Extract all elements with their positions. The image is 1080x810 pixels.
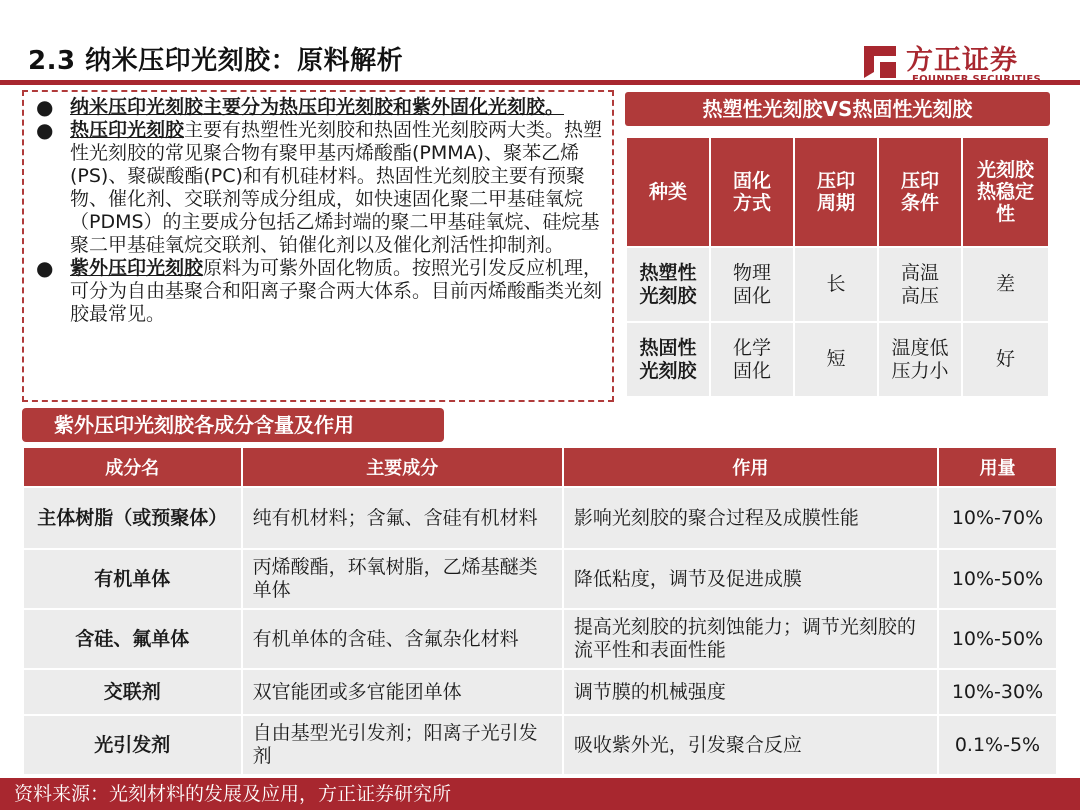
comparison-row [627,248,1048,321]
logo-name-cn: 方正证券 [906,45,1018,76]
composition-header-cell: 作用 [564,448,937,486]
composition-row [24,488,1056,548]
bullet-keyword: 纳米压印光刻胶主要分为热压印光刻胶和紫外固化光刻胶。 [70,96,565,118]
comparison-cell: 好 [963,323,1048,396]
bullet-dot: ● [36,118,54,142]
bullet-point [36,96,604,119]
component-dosage: 0.1%-5% [939,716,1056,774]
composition-header-cell: 成分名 [24,448,241,486]
comparison-cell: 温度低 压力小 [879,323,961,396]
component-name: 主体树脂（或预聚体） [24,488,241,548]
component-function: 降低粘度，调节及促进成膜 [564,550,937,608]
bullet-dot: ● [36,95,54,119]
founder-logo [860,38,1060,88]
logo-name-en: FOUNDER SECURITIES [912,74,1042,85]
summary-box [22,90,614,402]
component-main: 双官能团或多官能团单体 [243,670,562,714]
comparison-header-cell: 压印 条件 [879,138,961,246]
comparison-table [625,136,1050,398]
component-name: 含硅、氟单体 [24,610,241,668]
founder-logo-icon [860,42,900,82]
bullet-keyword: 热压印光刻胶 [70,119,185,141]
comparison-cell: 化学 固化 [711,323,793,396]
comparison-header-cell: 光刻胶 热稳定 性 [963,138,1048,246]
source-footer: 资料来源：光刻材料的发展及应用，方正证券研究所 [0,778,1080,810]
component-name: 有机单体 [24,550,241,608]
comparison-cell: 长 [795,248,877,321]
composition-row [24,550,1056,608]
bullet-text: 原料为可紫外固化物质。按照光引发反应机理，可分为自由基聚合和阳离子聚合两大体系。目前丙烯酸酯类光刻胶最常见。 [70,257,603,325]
composition-row [24,716,1056,774]
component-dosage: 10%-30% [939,670,1056,714]
composition-table [22,446,1058,776]
component-main: 丙烯酸酯，环氧树脂，乙烯基醚类单体 [243,550,562,608]
comparison-row-label: 热固性 光刻胶 [627,323,709,396]
bullet-dot: ● [36,256,54,280]
comparison-header-cell: 压印 周期 [795,138,877,246]
component-name: 交联剂 [24,670,241,714]
bullet-point [36,257,604,326]
component-dosage: 10%-50% [939,550,1056,608]
comparison-cell: 高温 高压 [879,248,961,321]
bullet-point [36,119,604,257]
page-title: 2.3 纳米压印光刻胶：原料解析 [28,46,404,76]
component-function: 提高光刻胶的抗刻蚀能力；调节光刻胶的流平性和表面性能 [564,610,937,668]
comparison-cell: 短 [795,323,877,396]
component-dosage: 10%-50% [939,610,1056,668]
component-function: 吸收紫外光，引发聚合反应 [564,716,937,774]
component-main: 有机单体的含硅、含氟杂化材料 [243,610,562,668]
comparison-header-cell: 种类 [627,138,709,246]
bullet-keyword: 紫外压印光刻胶 [70,257,204,279]
composition-row [24,610,1056,668]
composition-header-cell: 主要成分 [243,448,562,486]
bullet-text: 主要有热塑性光刻胶和热固性光刻胶两大类。热塑性光刻胶的常见聚合物有聚甲基丙烯酸酯(PMMA)、聚苯乙烯(PS)、聚碳酸酯(PC)和有机硅材料。热固性光刻胶主要有预聚物、催化剂、交联剂等成分组成，如快速固化聚二甲基硅氧烷（PDMS）的主要成分包括乙烯封端的聚二甲基硅氧烷、硅烷基聚二甲基硅氧烷交联剂、铂催化剂以及催化剂活性抑制剂。 [70,119,603,256]
component-name: 光引发剂 [24,716,241,774]
component-dosage: 10%-70% [939,488,1056,548]
composition-header-cell: 用量 [939,448,1056,486]
comparison-header-cell: 固化 方式 [711,138,793,246]
comparison-row-label: 热塑性 光刻胶 [627,248,709,321]
composition-row [24,670,1056,714]
component-function: 影响光刻胶的聚合过程及成膜性能 [564,488,937,548]
composition-table-title: 紫外压印光刻胶各成分含量及作用 [22,408,444,442]
component-main: 自由基型光引发剂；阳离子光引发剂 [243,716,562,774]
comparison-cell: 差 [963,248,1048,321]
comparison-cell: 物理 固化 [711,248,793,321]
component-function: 调节膜的机械强度 [564,670,937,714]
comparison-row [627,323,1048,396]
comparison-table-title: 热塑性光刻胶VS热固性光刻胶 [625,92,1050,126]
component-main: 纯有机材料；含氟、含硅有机材料 [243,488,562,548]
